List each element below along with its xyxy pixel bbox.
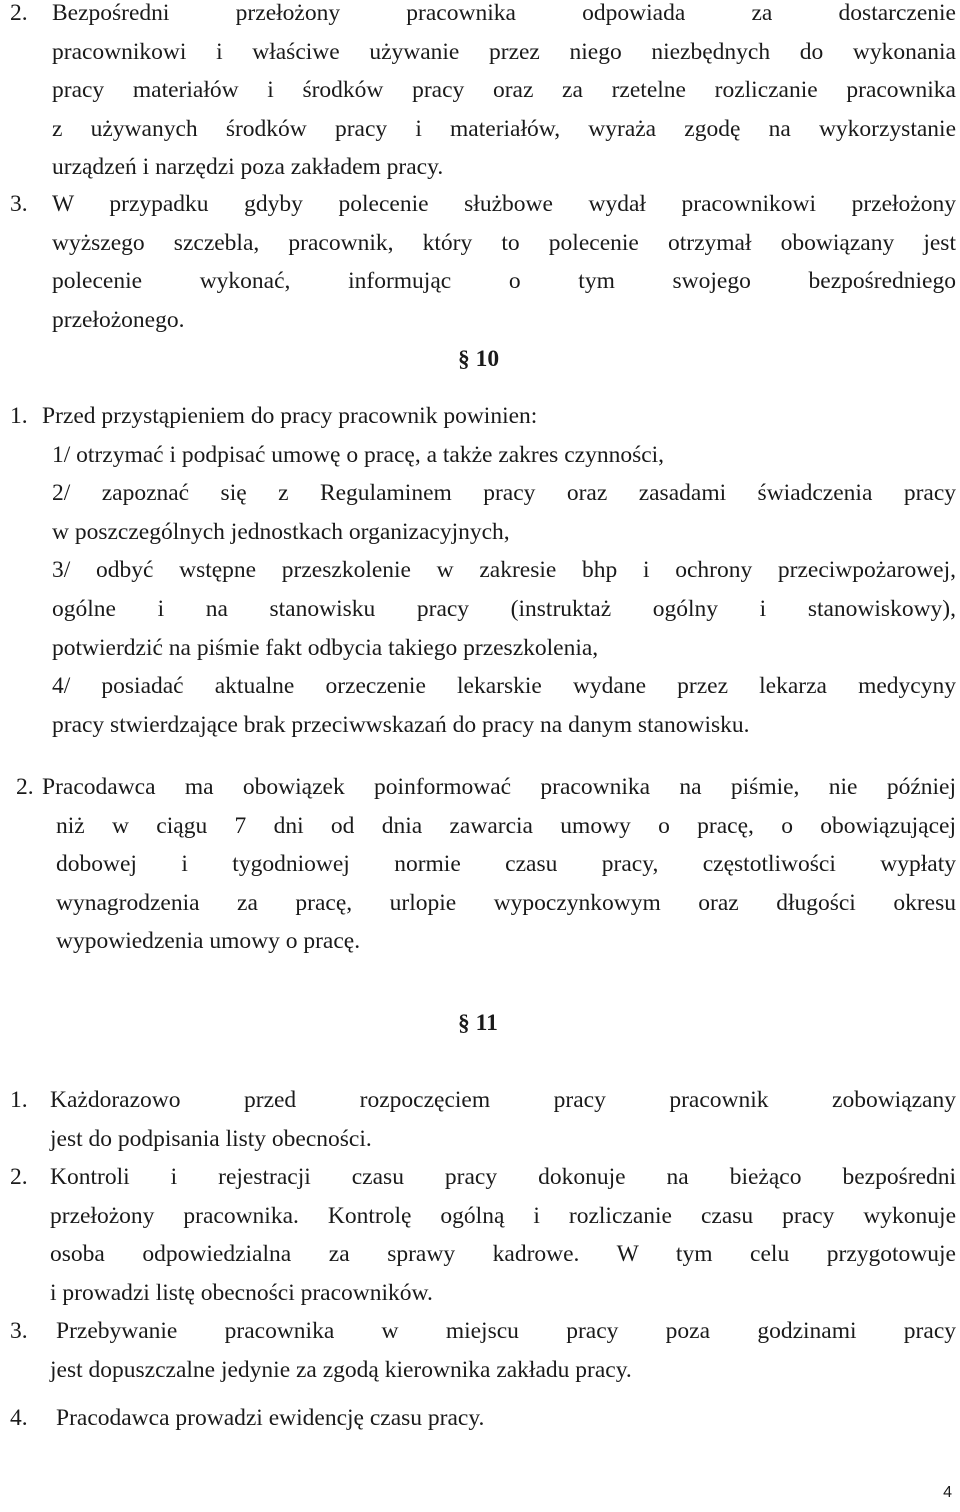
- text-line: 1/ otrzymać i podpisać umowę o pracę, a także zakres czynności,: [52, 441, 665, 468]
- text-line: pracy materiałów i środków pracy oraz za rzetelne rozliczanie pracownika: [52, 77, 956, 104]
- text-line: pracy stwierdzające brak przeciwwskazań do pracy na danym stanowisku.: [52, 711, 750, 738]
- item-number: 1.: [10, 1087, 28, 1113]
- text-line: 3/ odbyć wstępne przeszkolenie w zakresie bhp i ochrony przeciwpożarowej,: [52, 557, 956, 584]
- text-line: wyższego szczebla, pracownik, który to polecenie otrzymał obowiązany jest: [52, 229, 956, 256]
- text-line: jest do podpisania listy obecności.: [50, 1125, 372, 1152]
- text-line: jest dopuszczalne jedynie za zgodą kierownika zakładu pracy.: [50, 1356, 632, 1383]
- item-number: 1.: [10, 403, 28, 429]
- text-line: 2/ zapoznać się z Regulaminem pracy oraz zasadami świadczenia pracy: [52, 480, 956, 507]
- section-10-item-1: [10, 397, 956, 744]
- text-line: dobowej i tygodniowej normie czasu pracy, częstotliwości wypłaty: [56, 851, 956, 878]
- text-line: urządzeń i narzędzi poza zakładem pracy.: [52, 154, 444, 181]
- text-line: polecenie wykonać, informując o tym swojego bezpośredniego: [52, 268, 956, 295]
- text-line: Bezpośredni przełożony pracownika odpowiada za dostarczenie: [52, 0, 956, 26]
- paragraph-3: [10, 185, 956, 339]
- text-line: osoba odpowiedzialna za sprawy kadrowe. W tym celu przygotowuje: [50, 1241, 956, 1268]
- text-line: pracownikowi i właściwe używanie przez niego niezbędnych do wykonania: [52, 38, 956, 65]
- item-number: 3.: [10, 1318, 28, 1344]
- text-line: Pracodawca ma obowiązek poinformować pracownika na piśmie, nie później: [42, 774, 956, 800]
- page-number: 4: [943, 1484, 952, 1501]
- text-line: i prowadzi listę obecności pracowników.: [50, 1279, 433, 1306]
- text-line: niż w ciągu 7 dni od dnia zawarcia umowy o pracę, o obowiązującej: [56, 812, 956, 839]
- paragraph-2: [10, 0, 956, 187]
- text-line: potwierdzić na piśmie fakt odbycia takiego przeszkolenia,: [52, 634, 599, 661]
- text-line: wynagrodzenia za pracę, urlopie wypoczynkowym oraz długości okresu: [56, 889, 956, 916]
- text-line: przełożony pracownika. Kontrolę ogólną i rozliczanie czasu pracy wykonuje: [50, 1202, 956, 1229]
- text-line: Każdorazowo przed rozpoczęciem pracy pracownik zobowiązany: [50, 1087, 956, 1113]
- text-line: 4/ posiadać aktualne orzeczenie lekarskie wydane przez lekarza medycyny: [52, 673, 956, 700]
- text-line: Kontroli i rejestracji czasu pracy dokonuje na bieżąco bezpośredni: [50, 1164, 956, 1190]
- text-line: Przed przystąpieniem do pracy pracownik powinien:: [42, 403, 538, 429]
- text-line: wypowiedzenia umowy o pracę.: [56, 928, 361, 955]
- section-11-item-4: [10, 1399, 956, 1438]
- text-line: W przypadku gdyby polecenie służbowe wydał pracownikowi przełożony: [52, 191, 956, 217]
- paragraph-number: 3.: [10, 191, 28, 217]
- section-heading-10: § 10: [458, 346, 500, 372]
- text-line: przełożonego.: [52, 306, 185, 333]
- text-line: ogólne i na stanowisku pracy (instruktaż ogólny i stanowiskowy),: [52, 595, 956, 622]
- item-number: 2.: [10, 1164, 28, 1190]
- text-line: w poszczególnych jednostkach organizacyjnych,: [52, 518, 510, 545]
- text-line: Przebywanie pracownika w miejscu pracy poza godzinami pracy: [56, 1318, 956, 1344]
- section-11-item-2: [10, 1158, 956, 1312]
- section-heading-11: § 11: [458, 1010, 498, 1036]
- section-11-item-1: [10, 1081, 956, 1158]
- text-line: z używanych środków pracy i materiałów, wyraża zgodę na wykorzystanie: [52, 115, 956, 142]
- item-number: 4.: [10, 1405, 28, 1431]
- paragraph-number: 2.: [10, 0, 28, 26]
- item-number: 2.: [16, 774, 34, 800]
- text-line: Pracodawca prowadzi ewidencję czasu pracy.: [56, 1405, 485, 1431]
- section-11-item-3: [10, 1312, 956, 1389]
- section-10-item-2: [16, 768, 956, 961]
